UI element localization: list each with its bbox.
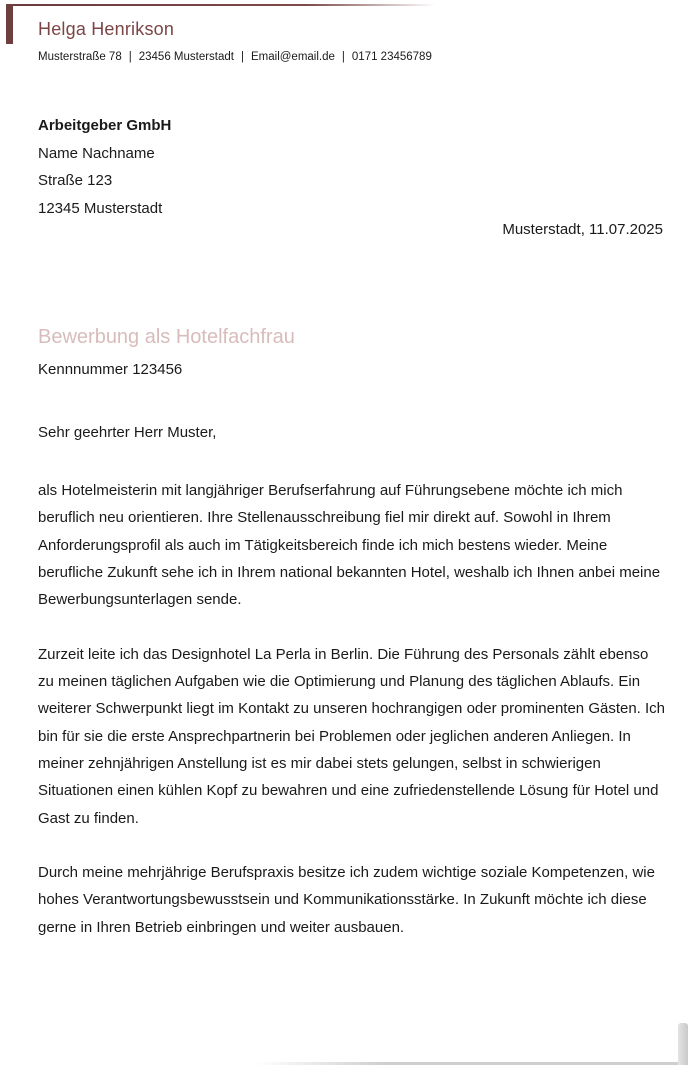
sender-phone: 0171 23456789 <box>351 51 432 63</box>
body-paragraph: Durch meine mehrjährige Berufspraxis besitze ich zudem wichtige soziale Kompetenzen, wie hohes Verantwortungsbewusstsein und Kommunikationsstärke. In Zukunft möchte ich diese gerne in Ihren Betrieb einbringen und weiter ausbauen. <box>38 864 655 936</box>
recipient-street: Straße 123 <box>38 172 113 189</box>
sender-email: Email@email.de <box>251 51 335 63</box>
header-accent-bar <box>6 4 13 44</box>
letter-body <box>38 477 668 968</box>
reference-number: Kennnummer 123456 <box>38 361 183 378</box>
subject-line: Bewerbung als Hotelfachfrau <box>38 326 295 348</box>
page-curl <box>678 1023 688 1065</box>
separator: | <box>128 51 132 63</box>
salutation: Sehr geehrter Herr Muster, <box>38 424 217 441</box>
sender-city: 23456 Musterstadt <box>138 51 234 63</box>
body-paragraph: Zurzeit leite ich das Designhotel La Perla in Berlin. Die Führung des Personals zählt ebenso zu meinen täglichen Aufgaben wie die Optimierung und Planung des täglichen Ablaufs. Ein weiterer Schwerpunkt liegt im Kontakt zu unseren hochrangigen oder prominenten Gästen. Ich bin für sie die erste Ansprechpartnerin bei Problemen oder jeglichen anderen Anliegen. In meiner zehnjährigen Anstellung ist es mir dabei stets gelungen, selbst in schwierigen Situationen einen kühlen Kopf zu bewahren und eine zufriedenstellende Lösung für Hotel und Gast zu finden. <box>38 645 666 827</box>
header-rule <box>6 4 436 6</box>
recipient-company: Arbeitgeber GmbH <box>38 117 172 134</box>
place-date: Musterstadt, 11.07.2025 <box>502 221 663 238</box>
sender-name: Helga Henrikson <box>38 19 175 39</box>
recipient-contact: Name Nachname <box>38 144 155 162</box>
body-paragraph: als Hotelmeisterin mit langjähriger Berufserfahrung auf Führungsebene möchte ich mich beruflich neu orientieren. Ihre Stellenausschreibung fiel mir direkt auf. Sowohl in Ihrem Anforderungsprofil als auch im Tätigkeitsbereich finde ich mich bestens wieder. Meine berufliche Zukunft sehe ich in Ihrem national bekannten Hotel, weshalb ich Ihnen anbei meine Bewerbungsunterlagen sende. <box>38 482 661 609</box>
separator: | <box>341 51 345 63</box>
sender-address: Musterstraße 78 <box>38 51 122 63</box>
recipient-block <box>38 112 171 222</box>
separator: | <box>241 51 244 63</box>
recipient-city: 12345 Musterstadt <box>38 199 163 217</box>
page-shadow <box>255 1062 683 1065</box>
sender-contact-line <box>38 51 432 63</box>
